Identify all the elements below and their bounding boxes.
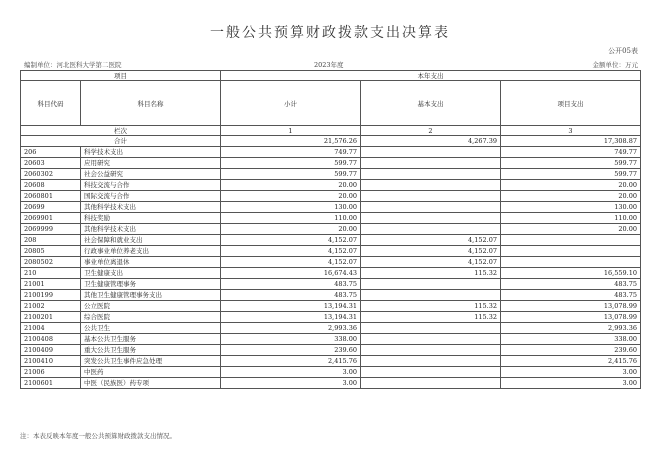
row-basic (361, 147, 501, 158)
row-basic (361, 378, 501, 389)
table-row (21, 235, 641, 246)
row-subtotal: 2,993.36 (221, 323, 361, 334)
row-subtotal: 483.75 (221, 290, 361, 301)
row-subtotal: 20.00 (221, 191, 361, 202)
row-subtotal: 13,194.31 (221, 301, 361, 312)
report-title: 一般公共预算财政拨款支出决算表 (210, 25, 450, 41)
row-project: 20.00 (501, 224, 641, 235)
row-project: 16,559.10 (501, 268, 641, 279)
row-project: 599.77 (501, 169, 641, 180)
header-code: 科目代码 (21, 81, 81, 126)
row-code: 21001 (21, 279, 81, 290)
table-row (21, 334, 641, 345)
table-row (21, 312, 641, 323)
row-subtotal: 4,152.07 (221, 257, 361, 268)
header-col3: 3 (501, 126, 641, 136)
row-project: 110.00 (501, 213, 641, 224)
row-name: 社会公益研究 (81, 169, 221, 180)
row-code: 21002 (21, 301, 81, 312)
row-basic (361, 367, 501, 378)
row-basic (361, 356, 501, 367)
row-basic (361, 158, 501, 169)
row-code: 20603 (21, 158, 81, 169)
row-basic (361, 290, 501, 301)
row-code: 20608 (21, 180, 81, 191)
row-subtotal: 338.00 (221, 334, 361, 345)
row-subtotal: 483.75 (221, 279, 361, 290)
total-basic: 4,267.39 (361, 136, 501, 147)
row-project: 483.75 (501, 290, 641, 301)
row-name: 科技奖励 (81, 213, 221, 224)
row-name: 基本公共卫生服务 (81, 334, 221, 345)
row-name: 其他卫生健康管理事务支出 (81, 290, 221, 301)
row-name: 科技交流与合作 (81, 180, 221, 191)
header-col1: 1 (221, 126, 361, 136)
row-name: 公立医院 (81, 301, 221, 312)
row-basic: 115.32 (361, 312, 501, 323)
row-basic (361, 323, 501, 334)
total-subtotal: 21,576.26 (221, 136, 361, 147)
header-col-label: 栏次 (21, 126, 221, 136)
row-project: 2,993.36 (501, 323, 641, 334)
row-name: 重大公共卫生服务 (81, 345, 221, 356)
expenditure-table (20, 70, 641, 389)
row-code: 2069901 (21, 213, 81, 224)
row-name: 其他科学技术支出 (81, 202, 221, 213)
table-row (21, 301, 641, 312)
row-basic (361, 345, 501, 356)
row-code: 21006 (21, 367, 81, 378)
row-name: 国际交流与合作 (81, 191, 221, 202)
table-row (21, 279, 641, 290)
table-row (21, 224, 641, 235)
row-basic (361, 191, 501, 202)
row-project: 239.60 (501, 345, 641, 356)
row-subtotal: 16,674.43 (221, 268, 361, 279)
header-subtotal: 小计 (221, 81, 361, 126)
row-project: 338.00 (501, 334, 641, 345)
table-row (21, 268, 641, 279)
row-project: 3.00 (501, 367, 641, 378)
total-row (21, 136, 641, 147)
header-actual: 本年支出 (221, 71, 641, 81)
row-code: 2060302 (21, 169, 81, 180)
row-subtotal: 599.77 (221, 169, 361, 180)
row-code: 2100410 (21, 356, 81, 367)
row-subtotal: 3.00 (221, 367, 361, 378)
table-body (21, 136, 641, 389)
row-code: 206 (21, 147, 81, 158)
row-code: 2060801 (21, 191, 81, 202)
row-project: 13,078.99 (501, 301, 641, 312)
row-basic: 115.32 (361, 301, 501, 312)
row-basic (361, 334, 501, 345)
table-row (21, 356, 641, 367)
table-row (21, 345, 641, 356)
row-project: 749.77 (501, 147, 641, 158)
row-subtotal: 3.00 (221, 378, 361, 389)
row-code: 20699 (21, 202, 81, 213)
row-project: 3.00 (501, 378, 641, 389)
row-name: 其他科学技术支出 (81, 224, 221, 235)
row-name: 中医（民族医）药专项 (81, 378, 221, 389)
row-project (501, 257, 641, 268)
row-basic (361, 180, 501, 191)
table-row (21, 290, 641, 301)
row-basic (361, 169, 501, 180)
row-name: 卫生健康支出 (81, 268, 221, 279)
row-project: 20.00 (501, 191, 641, 202)
table-row (21, 202, 641, 213)
row-name: 中医药 (81, 367, 221, 378)
row-basic: 4,152.07 (361, 235, 501, 246)
table-row (21, 147, 641, 158)
row-project (501, 235, 641, 246)
row-name: 事业单位离退休 (81, 257, 221, 268)
row-subtotal: 130.00 (221, 202, 361, 213)
amount-unit: 金额单位：万元 (592, 61, 638, 69)
row-project: 130.00 (501, 202, 641, 213)
table-row (21, 323, 641, 334)
report-year: 2023年度 (314, 61, 344, 69)
row-basic: 115.32 (361, 268, 501, 279)
row-code: 20805 (21, 246, 81, 257)
row-code: 2100601 (21, 378, 81, 389)
header-basic: 基本支出 (361, 81, 501, 126)
row-name: 突发公共卫生事件应急处理 (81, 356, 221, 367)
row-subtotal: 239.60 (221, 345, 361, 356)
row-subtotal: 749.77 (221, 147, 361, 158)
header-item: 项目 (21, 71, 221, 81)
row-subtotal: 13,194.31 (221, 312, 361, 323)
row-basic: 4,152.07 (361, 246, 501, 257)
row-code: 208 (21, 235, 81, 246)
row-subtotal: 20.00 (221, 180, 361, 191)
row-name: 应用研究 (81, 158, 221, 169)
row-code: 21004 (21, 323, 81, 334)
table-row (21, 378, 641, 389)
row-project (501, 246, 641, 257)
row-subtotal: 2,415.76 (221, 356, 361, 367)
row-basic (361, 224, 501, 235)
table-row (21, 367, 641, 378)
table-row (21, 257, 641, 268)
row-subtotal: 4,152.07 (221, 246, 361, 257)
row-project: 599.77 (501, 158, 641, 169)
row-basic (361, 202, 501, 213)
header-col2: 2 (361, 126, 501, 136)
row-project: 483.75 (501, 279, 641, 290)
row-subtotal: 20.00 (221, 224, 361, 235)
row-name: 卫生健康管理事务 (81, 279, 221, 290)
total-project: 17,308.87 (501, 136, 641, 147)
row-code: 2080502 (21, 257, 81, 268)
table-row (21, 158, 641, 169)
total-label: 合计 (21, 136, 221, 147)
table-row (21, 213, 641, 224)
table-row (21, 246, 641, 257)
report-meta (24, 60, 638, 70)
row-subtotal: 599.77 (221, 158, 361, 169)
row-basic (361, 279, 501, 290)
unit-name: 编制单位：河北医科大学第二医院 (24, 61, 122, 69)
table-row (21, 191, 641, 202)
header-name: 科目名称 (81, 81, 221, 126)
table-row (21, 180, 641, 191)
row-code: 2100408 (21, 334, 81, 345)
row-code: 210 (21, 268, 81, 279)
row-basic: 4,152.07 (361, 257, 501, 268)
header-project: 项目支出 (501, 81, 641, 126)
row-project: 13,078.99 (501, 312, 641, 323)
row-code: 2100199 (21, 290, 81, 301)
row-project: 2,415.76 (501, 356, 641, 367)
row-subtotal: 110.00 (221, 213, 361, 224)
row-name: 社会保障和就业支出 (81, 235, 221, 246)
form-number: 公开05表 (608, 47, 638, 55)
row-code: 2100201 (21, 312, 81, 323)
row-name: 科学技术支出 (81, 147, 221, 158)
row-basic (361, 213, 501, 224)
row-code: 2069999 (21, 224, 81, 235)
footnote: 注：本表反映本年度一般公共预算财政拨款支出情况。 (20, 432, 176, 440)
row-name: 公共卫生 (81, 323, 221, 334)
row-name: 综合医院 (81, 312, 221, 323)
row-name: 行政事业单位养老支出 (81, 246, 221, 257)
row-code: 2100409 (21, 345, 81, 356)
row-subtotal: 4,152.07 (221, 235, 361, 246)
table-row (21, 169, 641, 180)
row-project: 20.00 (501, 180, 641, 191)
